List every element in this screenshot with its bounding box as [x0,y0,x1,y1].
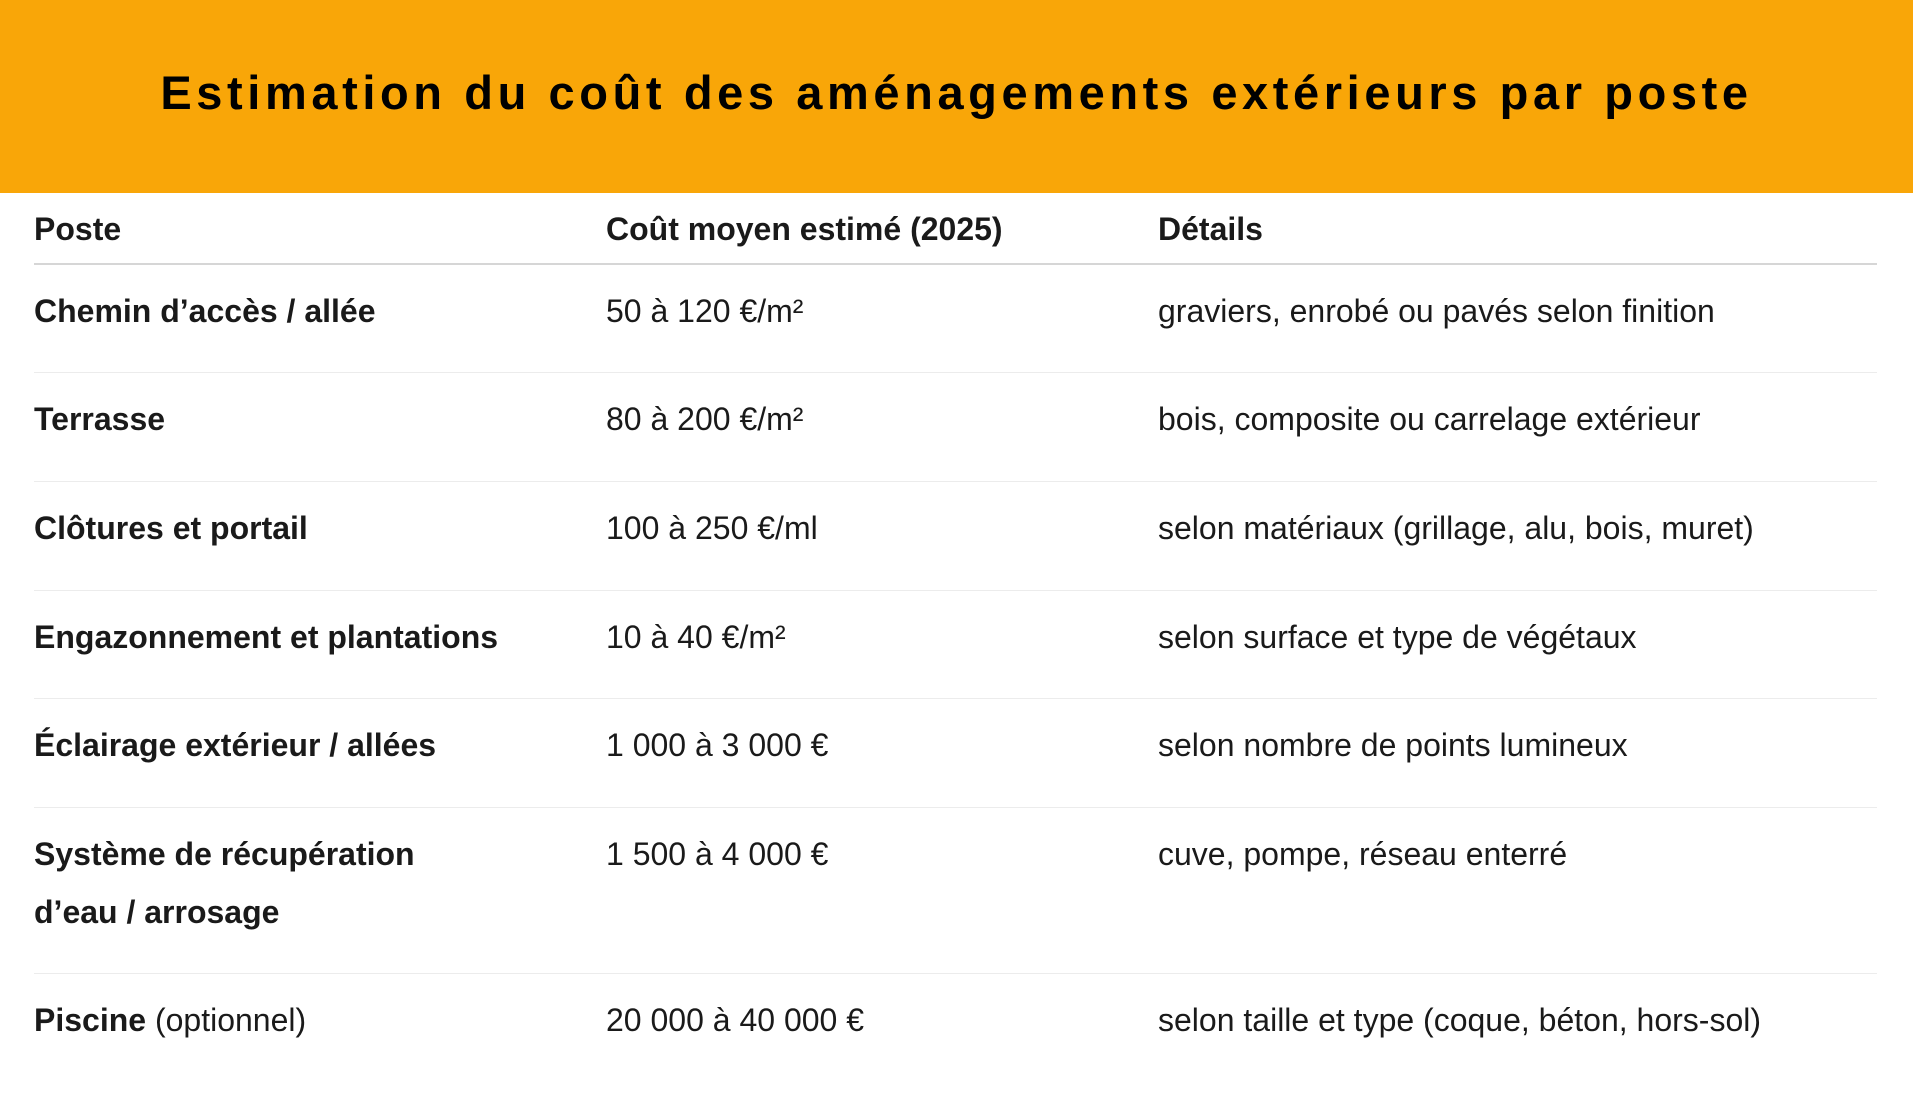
cout-cell: 50 à 120 €/m² [606,293,804,329]
page-title: Estimation du coût des aménagements extérieurs par poste [160,66,1753,119]
column-header-details: Détails [1158,211,1263,247]
poste-cell [34,608,594,666]
poste-name: Système de récupération d’eau / arrosage [34,836,415,930]
poste-cell [34,499,594,557]
poste-cell [34,716,594,774]
table-row [34,591,1877,699]
cout-cell: 1 500 à 4 000 € [606,836,829,872]
cout-cell: 10 à 40 €/m² [606,619,786,655]
table-row [34,373,1877,482]
cost-table [34,193,1877,1094]
poste-note: (optionnel) [154,1002,307,1038]
table-row [34,974,1877,1094]
poste-cell [34,991,594,1049]
table-row [34,265,1877,373]
column-header-poste: Poste [34,211,122,247]
table-row [34,699,1877,808]
poste-name: Engazonnement et plantations [34,619,499,655]
poste-name: Éclairage extérieur / allées [34,727,437,763]
details-cell: graviers, enrobé ou pavés selon finition [1158,293,1715,329]
details-cell: selon taille et type (coque, béton, hors-sol) [1158,1002,1761,1038]
table-row [34,808,1877,974]
poste-name: Terrasse [34,401,166,437]
details-cell: selon surface et type de végétaux [1158,619,1637,655]
cout-cell: 1 000 à 3 000 € [606,727,829,763]
poste-cell [34,825,594,941]
details-cell: selon nombre de points lumineux [1158,727,1628,763]
poste-cell [34,390,594,448]
poste-name: Chemin d’accès / allée [34,293,376,329]
table-header-row [34,193,1877,265]
cout-cell: 20 000 à 40 000 € [606,1002,865,1038]
column-header-cout: Coût moyen estimé (2025) [606,211,1003,247]
poste-name: Clôtures et portail [34,510,308,546]
cout-cell: 100 à 250 €/ml [606,510,818,546]
poste-name: Piscine [34,1002,147,1038]
title-banner [0,0,1913,193]
details-cell: selon matériaux (grillage, alu, bois, muret) [1158,510,1754,546]
details-cell: bois, composite ou carrelage extérieur [1158,401,1701,437]
cout-cell: 80 à 200 €/m² [606,401,804,437]
table-row [34,482,1877,591]
poste-cell [34,282,594,340]
details-cell: cuve, pompe, réseau enterré [1158,836,1568,872]
